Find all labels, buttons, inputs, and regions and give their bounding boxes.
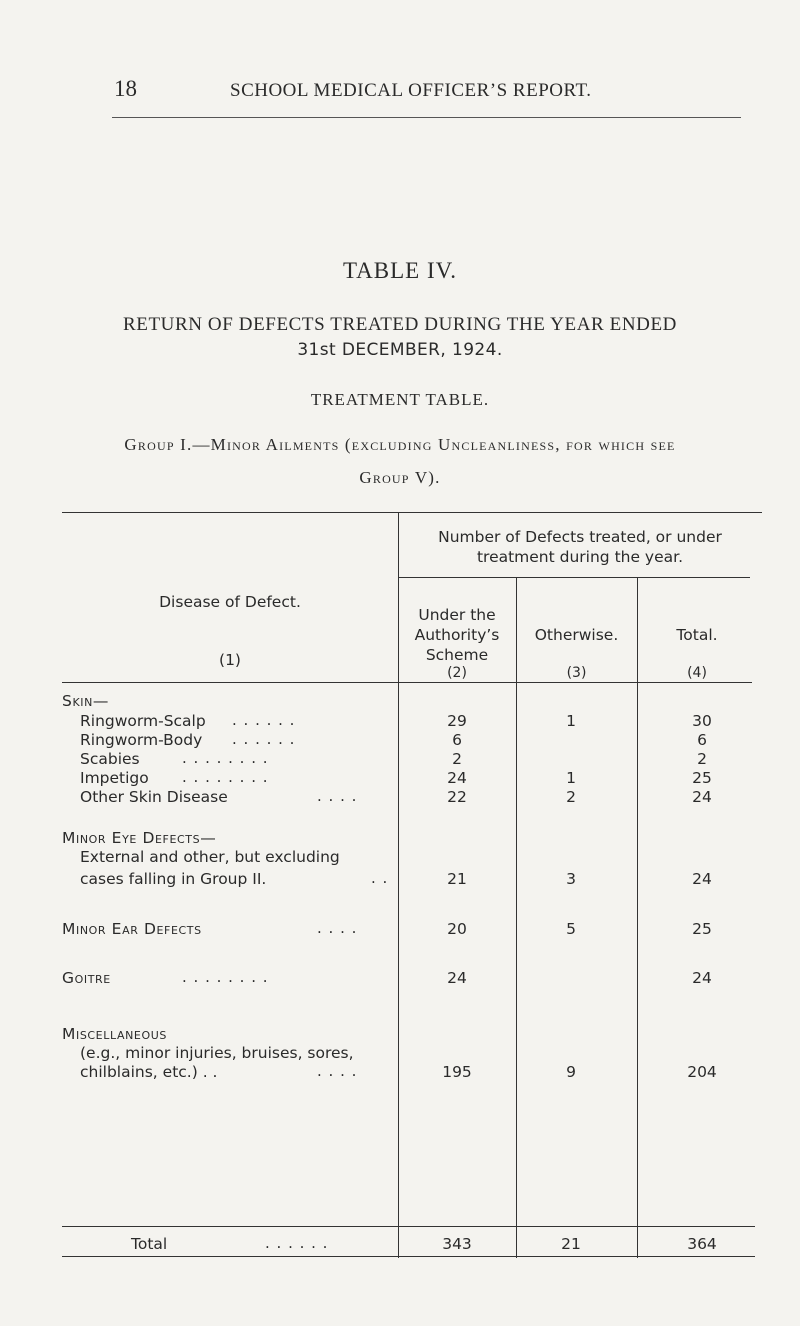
page-number: 18 — [114, 76, 137, 101]
subheader-rule — [398, 577, 750, 578]
leader-dots: . . . . — [317, 919, 358, 937]
leader-dots: . . . . . . — [232, 730, 296, 748]
cell-value: 25 — [692, 769, 712, 787]
leader-dots: . . . . . . . . — [182, 968, 269, 986]
row-label: Ringworm-Body — [80, 731, 203, 749]
row-label: Scabies — [80, 750, 140, 768]
leader-dots: . . . . . . — [265, 1234, 329, 1252]
col3-header: Otherwise. — [534, 626, 619, 644]
cell-value: 9 — [566, 1063, 576, 1081]
cell-value: 6 — [697, 731, 707, 749]
skin-heading: Skin— — [62, 692, 110, 710]
misc-description-line-2: chilblains, etc.) . . — [80, 1063, 218, 1081]
col4-number: (4) — [687, 665, 707, 681]
cell-value: 6 — [452, 731, 462, 749]
leader-dots: . . . . . . — [232, 711, 296, 729]
table-subtitle-line-1: RETURN OF DEFECTS TREATED DURING THE YEAR ENDED — [122, 314, 678, 335]
header-rule — [112, 117, 741, 118]
table-title: TABLE IV. — [342, 258, 458, 283]
cell-value: 29 — [447, 712, 467, 730]
eye-description-line-2: cases falling in Group II. — [80, 870, 267, 888]
table-subtitle-line-2: 31st DECEMBER, 1924. — [297, 340, 503, 360]
cell-value: 20 — [447, 920, 467, 938]
table-top-rule — [62, 512, 762, 513]
cell-value: 24 — [447, 769, 467, 787]
cell-value: 2 — [452, 750, 462, 768]
cell-value: 2 — [697, 750, 707, 768]
total-value: 364 — [687, 1235, 717, 1253]
leader-dots: . . . . . . . . — [182, 768, 269, 786]
cell-value: 21 — [447, 870, 467, 888]
cell-value: 195 — [442, 1063, 472, 1081]
misc-description-line-1: (e.g., minor injuries, bruises, sores, — [80, 1044, 354, 1062]
total-label: Total — [131, 1235, 168, 1253]
col3-number: (3) — [566, 665, 587, 681]
table-bottom-rule — [62, 1256, 755, 1257]
span-header-line-1: Number of Defects treated, or under — [438, 528, 722, 546]
cell-value: 1 — [566, 712, 576, 730]
cell-value: 25 — [692, 920, 712, 938]
cell-value: 1 — [566, 769, 576, 787]
total-top-rule — [62, 1226, 755, 1227]
total-value: 21 — [561, 1235, 581, 1253]
col2-number: (2) — [447, 665, 467, 681]
cell-value: 2 — [566, 788, 576, 806]
leader-dots: . . . . — [317, 787, 358, 805]
cell-value: 24 — [692, 788, 712, 806]
col2-header-line-2: Authority’s — [414, 626, 500, 644]
total-value: 343 — [442, 1235, 472, 1253]
cell-value: 3 — [566, 870, 576, 888]
row-label: Other Skin Disease — [80, 788, 228, 806]
leader-dots: . . . . . . . . — [182, 749, 269, 767]
treatment-table-title: TREATMENT TABLE. — [310, 390, 490, 409]
col4-header: Total. — [676, 626, 718, 644]
misc-heading: Miscellaneous — [62, 1025, 167, 1043]
col-disease-number: (1) — [219, 651, 241, 669]
row-label: Goitre — [62, 969, 111, 987]
col2-header-line-3: Scheme — [425, 646, 489, 664]
group-heading-line-2: Group V). — [359, 468, 441, 487]
cell-value: 24 — [692, 969, 712, 987]
cell-value: 30 — [692, 712, 712, 730]
group-heading-line-1: Group I.—Minor Ailments (excluding Uncleanliness, for which see — [124, 435, 676, 454]
span-header-line-2: treatment during the year. — [476, 548, 684, 566]
row-label: Minor Ear Defects — [62, 920, 202, 938]
cell-value: 22 — [447, 788, 467, 806]
cell-value: 5 — [566, 920, 576, 938]
running-title: SCHOOL MEDICAL OFFICER’S REPORT. — [230, 80, 592, 101]
cell-value: 24 — [447, 969, 467, 987]
leader-dots: . . — [371, 869, 389, 887]
leader-dots: . . . . — [317, 1062, 358, 1080]
cell-value: 204 — [687, 1063, 717, 1081]
col2-header-line-1: Under the — [418, 606, 496, 624]
row-label: Impetigo — [80, 769, 149, 787]
eye-description-line-1: External and other, but excluding — [80, 848, 340, 866]
row-label: Ringworm-Scalp — [80, 712, 206, 730]
cell-value: 24 — [692, 870, 712, 888]
eye-heading: Minor Eye Defects— — [62, 829, 217, 847]
col-disease-header: Disease of Defect. — [159, 593, 301, 611]
